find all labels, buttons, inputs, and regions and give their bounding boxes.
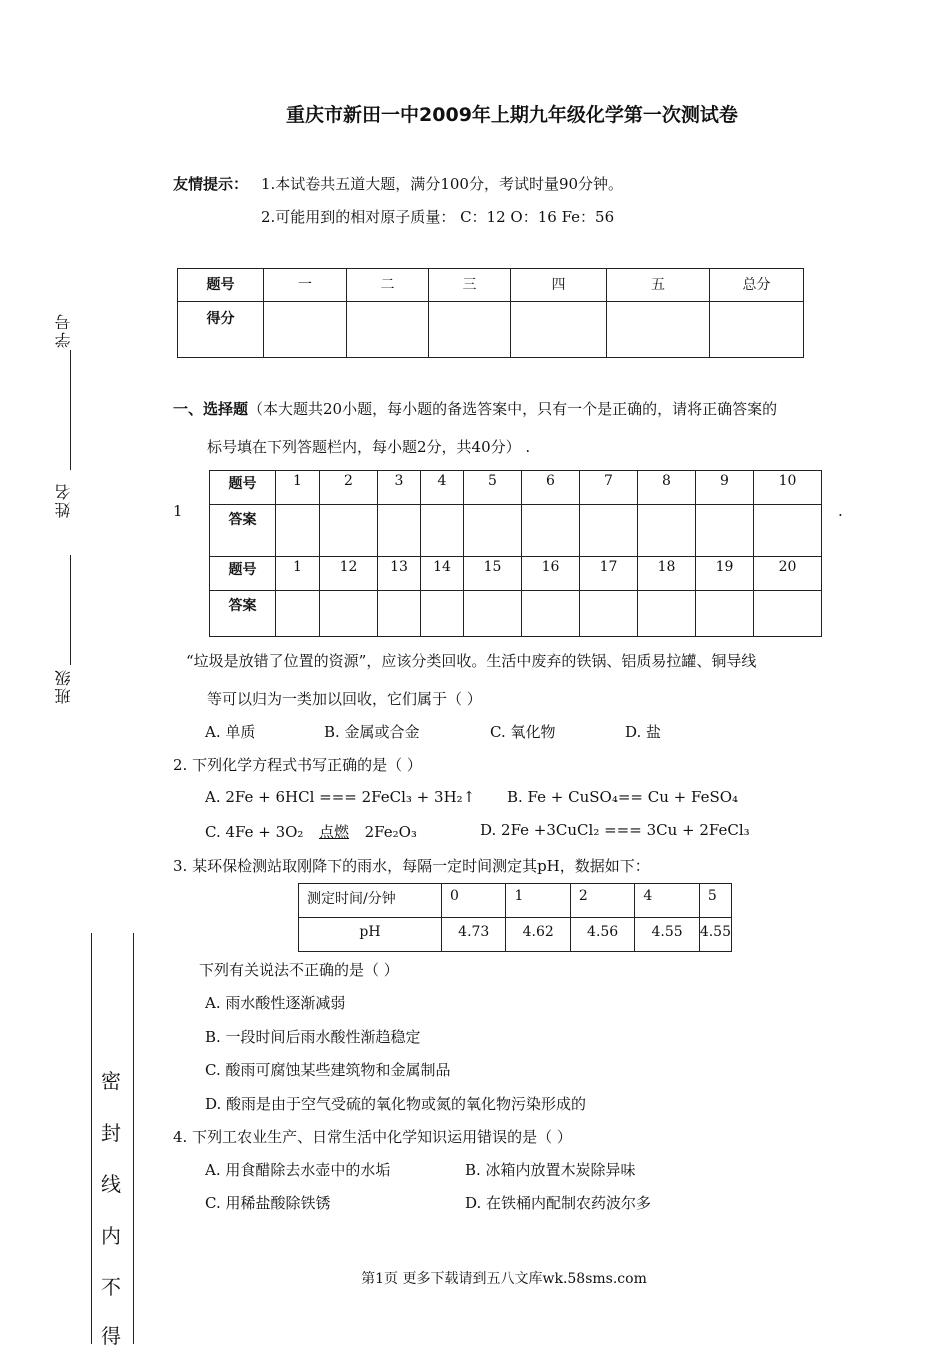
answer-num: 14 <box>421 557 464 591</box>
ph-table-cell: 4 <box>635 884 699 918</box>
answer-cell[interactable] <box>522 505 580 557</box>
answer-cell[interactable] <box>378 591 421 637</box>
q2-option-c-pre: C. 4Fe + 3O₂ <box>205 823 304 841</box>
answer-cell[interactable] <box>754 505 822 557</box>
q1-line-1: “垃圾是放错了位置的资源”，应该分类回收。生活中废弃的铁锅、铝质易拉罐、铜导线 <box>186 652 757 670</box>
side-mark-right: . <box>838 502 843 520</box>
seal-char: 封 <box>101 1121 121 1145</box>
tips-label: 友情提示： <box>173 175 249 193</box>
ph-table-cell: 4.56 <box>570 918 634 952</box>
answer-num: 9 <box>696 471 754 505</box>
score-cell[interactable] <box>607 302 710 358</box>
answer-table <box>209 470 822 637</box>
answer-cell[interactable] <box>421 591 464 637</box>
q1-option-d: D. 盐 <box>625 723 662 741</box>
binding-xuehao-line <box>70 350 71 470</box>
q4-stem: 4. 下列工农业生产、日常生活中化学知识运用错误的是（ ） <box>173 1128 572 1146</box>
q2-option-d: D. 2Fe +3CuCl₂ === 3Cu + 2FeCl₃ <box>480 821 750 839</box>
ph-table-cell: 4.73 <box>442 918 506 952</box>
answer-num: 18 <box>638 557 696 591</box>
answer-label-ans: 答案 <box>210 505 276 557</box>
seal-char: 密 <box>101 1069 121 1093</box>
side-mark-left: 1 <box>173 502 183 520</box>
score-cell[interactable] <box>429 302 511 358</box>
q3-option-a: A. 雨水酸性逐渐减弱 <box>205 994 346 1012</box>
ph-table-cell: 4.62 <box>506 918 570 952</box>
answer-label-ans: 答案 <box>210 591 276 637</box>
q3-stem: 3. 某环保检测站取刚降下的雨水，每隔一定时间测定其pH，数据如下： <box>173 857 650 875</box>
tips-line-2: 2.可能用到的相对原子质量： C：12 O：16 Fe：56 <box>261 208 615 226</box>
score-cell[interactable] <box>347 302 429 358</box>
score-header: 题号 <box>178 269 264 302</box>
ph-table <box>298 883 732 952</box>
page-title: 重庆市新田一中2009年上期九年级化学第一次测试卷 <box>286 104 738 126</box>
answer-cell[interactable] <box>580 591 638 637</box>
binding-xuehao: 学号 <box>54 312 73 348</box>
ph-table-cell: 5 <box>699 884 731 918</box>
seal-char: 线 <box>101 1172 121 1196</box>
ph-table-cell: 0 <box>442 884 506 918</box>
answer-cell[interactable] <box>276 591 320 637</box>
ph-table-cell: pH <box>299 918 442 952</box>
answer-cell[interactable] <box>320 505 378 557</box>
answer-cell[interactable] <box>464 591 522 637</box>
binding-xingming: 姓名 <box>54 482 73 518</box>
score-header: 四 <box>511 269 607 302</box>
q2-option-c-post: 2Fe₂O₃ <box>364 823 417 841</box>
q4-option-b: B. 冰箱内放置木炭除异味 <box>465 1161 636 1179</box>
answer-num: 4 <box>421 471 464 505</box>
q2-option-c-condition: 点燃 <box>319 823 350 841</box>
answer-num: 3 <box>378 471 421 505</box>
answer-num: 8 <box>638 471 696 505</box>
answer-num: 6 <box>522 471 580 505</box>
score-header: 二 <box>347 269 429 302</box>
score-cell[interactable] <box>264 302 347 358</box>
ph-table-cell: 2 <box>570 884 634 918</box>
answer-cell[interactable] <box>320 591 378 637</box>
q4-option-d: D. 在铁桶内配制农药波尔多 <box>465 1194 652 1212</box>
answer-cell[interactable] <box>276 505 320 557</box>
q1-option-a: A. 单质 <box>205 723 256 741</box>
q2-option-b: B. Fe + CuSO₄== Cu + FeSO₄ <box>507 788 739 806</box>
answer-num: 17 <box>580 557 638 591</box>
answer-num: 20 <box>754 557 822 591</box>
answer-num: 7 <box>580 471 638 505</box>
score-row-label: 得分 <box>178 302 264 358</box>
q3-sub: 下列有关说法不正确的是（ ） <box>199 961 399 979</box>
answer-cell[interactable] <box>522 591 580 637</box>
answer-num: 19 <box>696 557 754 591</box>
answer-num: 15 <box>464 557 522 591</box>
answer-cell[interactable] <box>580 505 638 557</box>
seal-char: 得 <box>101 1324 121 1348</box>
page-footer: 第1页 更多下载请到五八文库wk.58sms.com <box>361 1271 647 1287</box>
section1-line-1 <box>173 398 777 419</box>
ph-table-cell: 4.55 <box>699 918 731 952</box>
score-header: 五 <box>607 269 710 302</box>
binding-xingming-line <box>70 555 71 665</box>
seal-char: 内 <box>101 1224 121 1248</box>
score-header: 一 <box>264 269 347 302</box>
q1-line-2: 等可以归为一类加以回收，它们属于（ ） <box>207 690 482 708</box>
score-cell[interactable] <box>710 302 804 358</box>
section1-desc-2: 标号填在下列答题栏内，每小题2分，共40分） . <box>207 438 531 456</box>
binding-banji: 班级 <box>54 668 73 704</box>
section1-desc-1: （本大题共20小题，每小题的备选答案中，只有一个是正确的，请将正确答案的 <box>248 400 778 418</box>
answer-cell[interactable] <box>696 591 754 637</box>
tips-line-1: 1.本试卷共五道大题，满分100分，考试时量90分钟。 <box>261 175 624 193</box>
answer-num: 5 <box>464 471 522 505</box>
answer-cell[interactable] <box>421 505 464 557</box>
answer-num: 12 <box>320 557 378 591</box>
q3-option-b: B. 一段时间后雨水酸性渐趋稳定 <box>205 1028 421 1046</box>
answer-num: 1 <box>276 471 320 505</box>
answer-num: 2 <box>320 471 378 505</box>
q2-option-c <box>205 821 417 842</box>
answer-num: 13 <box>378 557 421 591</box>
q4-option-c: C. 用稀盐酸除铁锈 <box>205 1194 331 1212</box>
score-header: 三 <box>429 269 511 302</box>
seal-char: 不 <box>101 1275 121 1299</box>
q2-option-a: A. 2Fe + 6HCl === 2FeCl₃ + 3H₂↑ <box>205 788 476 806</box>
answer-num: 10 <box>754 471 822 505</box>
answer-num: 1 <box>276 557 320 591</box>
answer-cell[interactable] <box>754 591 822 637</box>
answer-cell[interactable] <box>696 505 754 557</box>
ph-table-cell: 4.55 <box>635 918 699 952</box>
q3-option-d: D. 酸雨是由于空气受硫的氧化物或氮的氧化物污染形成的 <box>205 1095 587 1113</box>
ph-table-cell: 1 <box>506 884 570 918</box>
answer-cell[interactable] <box>378 505 421 557</box>
q3-option-c: C. 酸雨可腐蚀某些建筑物和金属制品 <box>205 1061 451 1079</box>
q2-stem: 2. 下列化学方程式书写正确的是（ ） <box>173 756 422 774</box>
q1-option-b: B. 金属或合金 <box>324 723 420 741</box>
score-cell[interactable] <box>511 302 607 358</box>
answer-cell[interactable] <box>638 505 696 557</box>
answer-label-num: 题号 <box>210 557 276 591</box>
answer-cell[interactable] <box>464 505 522 557</box>
answer-num: 16 <box>522 557 580 591</box>
score-table <box>177 268 804 358</box>
q4-option-a: A. 用食醋除去水壶中的水垢 <box>205 1161 391 1179</box>
score-header: 总分 <box>710 269 804 302</box>
section1-heading: 一、选择题 <box>173 400 249 418</box>
ph-table-cell: 测定时间/分钟 <box>299 884 442 918</box>
q1-option-c: C. 氧化物 <box>490 723 556 741</box>
answer-label-num: 题号 <box>210 471 276 505</box>
answer-cell[interactable] <box>638 591 696 637</box>
